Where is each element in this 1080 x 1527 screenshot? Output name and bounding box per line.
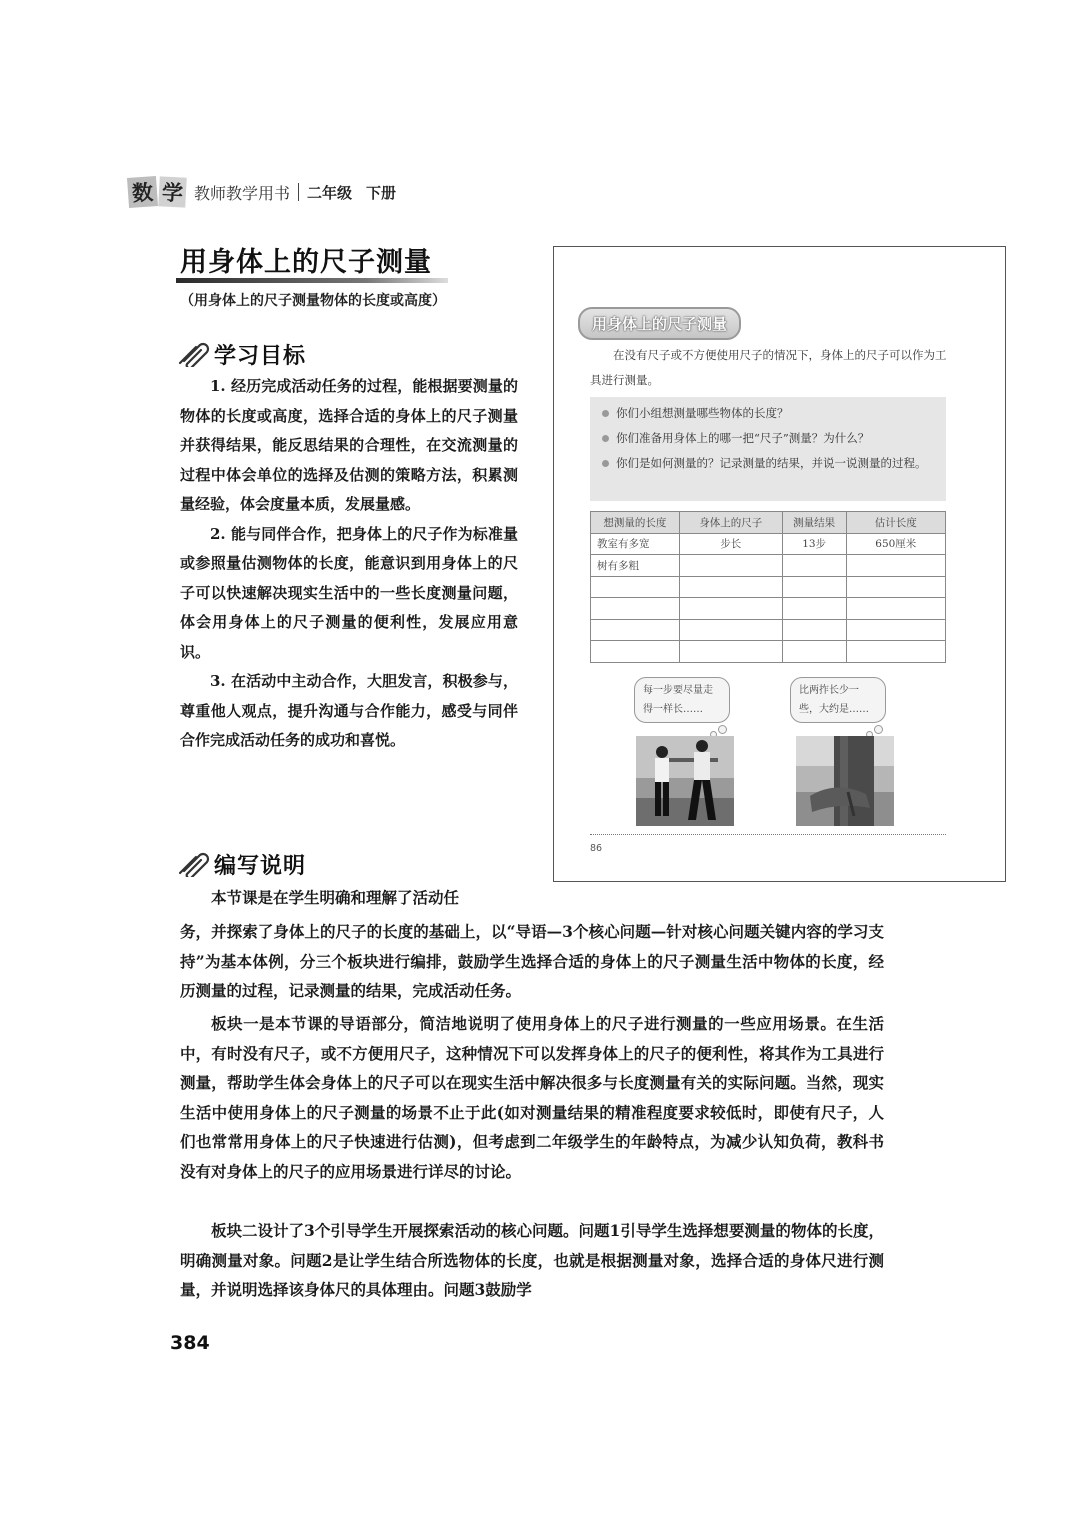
table-cell xyxy=(846,641,945,663)
textbook-intro: 在没有尺子或不方便使用尺子的情况下，身体上的尺子可以作为工具进行测量。 xyxy=(590,348,947,387)
table-cell xyxy=(591,598,680,620)
notes-paragraph-2: 板块一是本节课的导语部分，简洁地说明了使用身体上的尺子进行测量的一些应用场景。在生活中，有时没有尺子，或不方便用尺子，这种情况下可以发挥身体上的尺子的便利性，将其作为工具进行测量，帮助学生体会身体上的尺子可以在现实生活中解决很多与长度测量有关的实际问题。当然，现实生活中使用身体上的尺子测量的场景不止于此(如对测量结果的精准程度要求较低时，即使有尺子，人们也常常用身体上的尺子快速进行估测)，但考虑到二年级学生的年龄特点，为减少认知负荷，教科书没有对身体上的尺子的应用场景进行详尽的讨论。 xyxy=(180,1014,884,1181)
objective-item: 3. 在活动中主动合作，大胆发言，积极参与，尊重他人观点，提升沟通与合作能力，感受与同伴合作完成活动任务的成功和喜悦。 xyxy=(180,672,518,749)
notes-heading xyxy=(178,848,306,880)
notes-paragraph-1: 务，并探索了身体上的尺子的长度的基础上，以“导语—3个核心问题—针对核心问题关键内容的学习支持”为基本体例，分三个板块进行编排，鼓励学生选择合适的身体上的尺子测量生活中物体的长度，经历测量的过程，记录测量的结果，完成活动任务。 xyxy=(180,922,884,1000)
subject-char-2: 学 xyxy=(158,176,187,207)
objectives-heading xyxy=(178,338,306,370)
book-name: 教师教学用书 xyxy=(194,183,291,203)
objectives-list xyxy=(180,372,518,756)
table-cell: 13步 xyxy=(782,533,846,555)
table-cell xyxy=(679,555,782,577)
table-header-cell: 想测量的长度 xyxy=(591,512,680,534)
table-header-row xyxy=(591,512,946,534)
page-number: 384 xyxy=(170,1332,210,1354)
table-header-cell: 测量结果 xyxy=(782,512,846,534)
table-header-cell: 估计长度 xyxy=(846,512,945,534)
notes-intro-line: 本节课是在学生明确和理解了活动任 xyxy=(211,888,460,907)
table-cell xyxy=(591,576,680,598)
table-row xyxy=(591,641,946,663)
table-row xyxy=(591,576,946,598)
speech-bubble-right: 比两拃长少一些，大约是…… xyxy=(790,677,886,723)
table-header-cell: 身体上的尺子 xyxy=(679,512,782,534)
table-cell xyxy=(782,598,846,620)
table-cell xyxy=(591,619,680,641)
table-row xyxy=(591,555,946,577)
title-underline xyxy=(176,278,448,283)
textbook-question: 你们小组想测量哪些物体的长度？ xyxy=(600,401,938,426)
notes-paragraph-3: 板块二设计了3个引导学生开展探索活动的核心问题。问题1引导学生选择想要测量的物体的长度，明确测量对象。问题2是让学生结合所选物体的长度，也就是根据测量对象，选择合适的身体尺进行测量，并说明选择该身体尺的具体理由。问题3鼓励学 xyxy=(180,1221,884,1299)
textbook-question: 你们准备用身体上的哪一把“尺子”测量？为什么？ xyxy=(600,426,938,451)
grade-label: 二年级 xyxy=(307,183,353,202)
table-row xyxy=(591,533,946,555)
table-cell: 树有多粗 xyxy=(591,555,680,577)
running-header xyxy=(128,176,396,208)
objectives-heading-text: 学习目标 xyxy=(214,343,307,369)
table-cell xyxy=(782,641,846,663)
table-row xyxy=(591,598,946,620)
objective-item: 1. 经历完成活动任务的过程，能根据要测量的物体的长度或高度，选择合适的身体上的尺子测量并获得结果，能反思结果的合理性，在交流测量的过程中体会单位的选择及估测的策略方法，积累测量经验，体会度量本质，发展量感。 xyxy=(180,377,518,513)
paperclip-icon xyxy=(178,851,212,877)
table-cell xyxy=(679,598,782,620)
notes-heading-text: 编写说明 xyxy=(214,853,307,879)
photo-hand-span xyxy=(796,736,894,826)
table-cell: 步长 xyxy=(679,533,782,555)
bubble-tail-dot xyxy=(874,725,883,734)
measurement-table xyxy=(590,511,946,663)
table-row xyxy=(591,619,946,641)
table-cell xyxy=(679,576,782,598)
textbook-page-number: 86 xyxy=(590,843,603,854)
textbook-activity-tag: 用身体上的尺子测量 xyxy=(578,307,741,340)
lesson-subtitle: （用身体上的尺子测量物体的长度或高度） xyxy=(180,293,446,309)
table-cell xyxy=(782,576,846,598)
bubble-tail-dot xyxy=(718,725,727,734)
textbook-footer-rule xyxy=(590,834,946,835)
table-cell xyxy=(846,598,945,620)
table-cell xyxy=(846,619,945,641)
textbook-question: 你们是如何测量的？记录测量的结果，并说一说测量的过程。 xyxy=(600,451,938,476)
table-cell xyxy=(846,555,945,577)
photo-children-pacing xyxy=(636,736,734,826)
objective-item: 2. 能与同伴合作，把身体上的尺子作为标准量或参照量估测物体的长度，能意识到用身体上的尺子可以快速解决现实生活中的一些长度测量问题，体会用身体上的尺子测量的便利性，发展应用意识。 xyxy=(180,524,518,661)
header-divider xyxy=(298,183,299,201)
volume-label: 下册 xyxy=(366,183,397,202)
table-cell xyxy=(782,555,846,577)
table-cell xyxy=(679,641,782,663)
table-cell: 教室有多宽 xyxy=(591,533,680,555)
textbook-questions-box xyxy=(590,397,946,501)
subject-char-1: 数 xyxy=(127,176,158,208)
table-cell xyxy=(591,641,680,663)
textbook-page-excerpt xyxy=(553,246,1006,882)
speech-bubble-left: 每一步要尽量走得一样长…… xyxy=(634,677,730,723)
paperclip-icon xyxy=(178,341,212,367)
table-cell xyxy=(782,619,846,641)
table-cell xyxy=(679,619,782,641)
lesson-title: 用身体上的尺子测量 xyxy=(180,247,432,278)
table-cell: 650厘米 xyxy=(846,533,945,555)
table-cell xyxy=(846,576,945,598)
